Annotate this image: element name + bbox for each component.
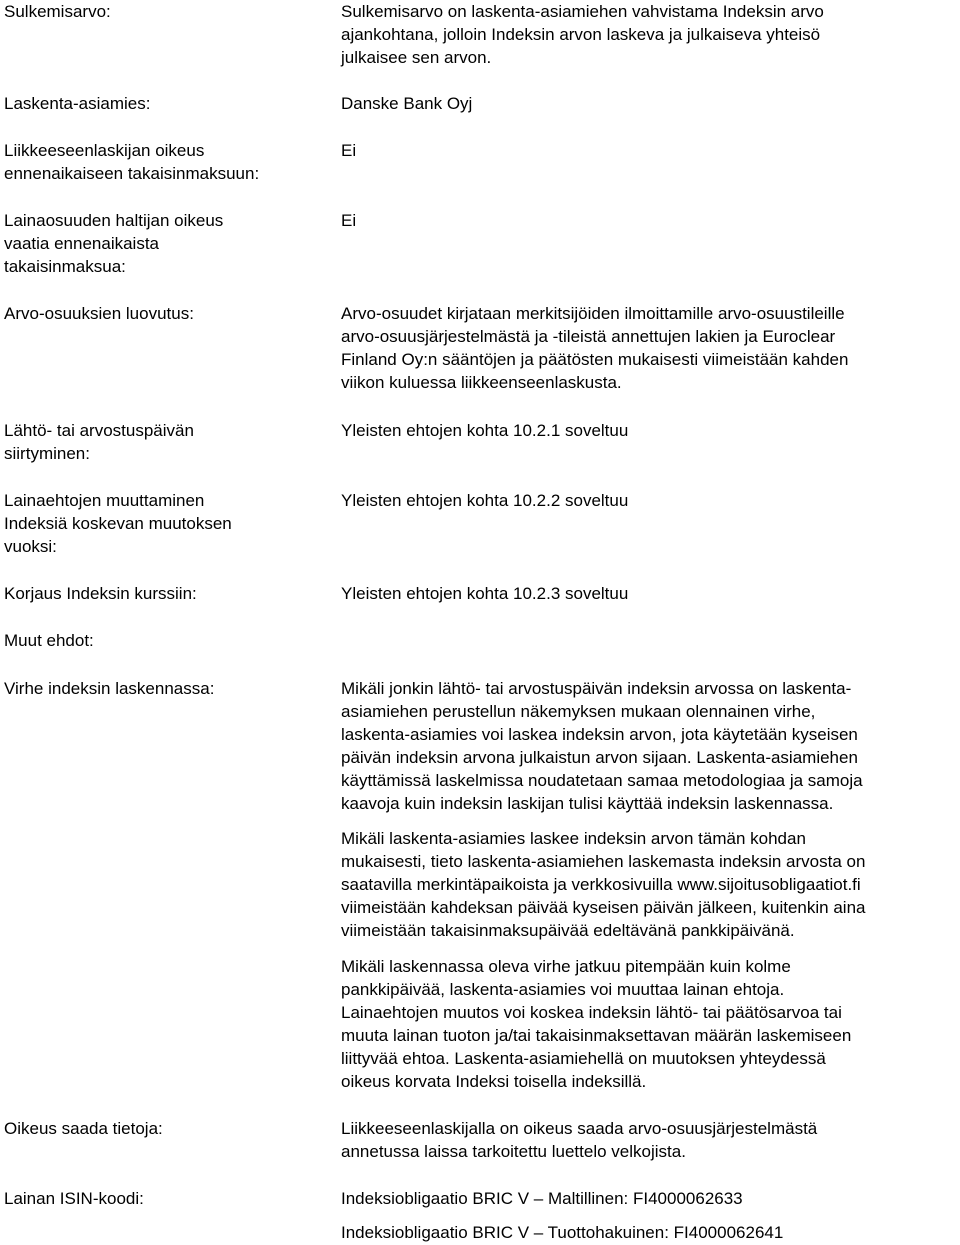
label-closing-value: Sulkemisarvo: xyxy=(4,2,111,21)
value-right-to-information: Liikkeeseenlaskijalla on oikeus saada arvo-osuusjärjestelmästä annetussa laissa tarkoitettu luettelo velkojista. xyxy=(341,1119,818,1161)
isin-code-moderate: Indeksiobligaatio BRIC V – Maltillinen: FI4000062633 xyxy=(341,1189,743,1208)
value-date-postponement: Yleisten ehtojen kohta 10.2.1 soveltuu xyxy=(341,421,629,440)
value-index-correction: Yleisten ehtojen kohta 10.2.3 soveltuu xyxy=(341,584,629,603)
label-right-to-information: Oikeus saada tietoja: xyxy=(4,1119,163,1138)
value-holder-early-redemption: Ei xyxy=(341,211,357,230)
index-error-paragraph-2: Mikäli laskenta-asiamies laskee indeksin arvon tämän kohdan mukaisesti, tieto laskenta-asiamiehen laskemasta indeksin arvosta on saatavilla merkintäpaikoista ja verkkosivuilla www.sijoitusobligaatiot.fi viimeistään kahdeksan päivää kyseisen päivän jälkeen, kuitenkin aina viimeistään takaisinmaksupäivää edeltävänä pankkipäivänä. xyxy=(341,829,866,940)
value-closing-value: Sulkemisarvo on laskenta-asiamiehen vahvistama Indeksin arvo ajankohtana, jolloin Indeksin arvon laskeva ja julkaiseva yhteisö julkaisee sen arvon. xyxy=(341,2,824,67)
index-error-paragraph-1: Mikäli jonkin lähtö- tai arvostuspäivän indeksin arvossa on laskenta- asiamiehen perustellun näkemyksen mukaan olennainen virhe, laskenta-asiamies voi laskea indeksin arvon, jota käytetään kyseisen päivän indeksin arvona julkaistun arvon sijaan. Laskenta-asiamiehen käyttämissä laskelmissa noudatetaan samaa metodologiaa ja samoja kaavoja kuin indeksin laskijan tulisi käyttää indeksin laskennassa. xyxy=(341,679,863,813)
label-terms-amendment: Lainaehtojen muuttaminen Indeksiä koskevan muutoksen vuoksi: xyxy=(4,491,232,556)
isin-code-growth: Indeksiobligaatio BRIC V – Tuottohakuinen: FI4000062641 xyxy=(341,1223,784,1242)
label-date-postponement: Lähtö- tai arvostuspäivän siirtyminen: xyxy=(4,421,194,463)
label-book-entry-delivery: Arvo-osuuksien luovutus: xyxy=(4,304,194,323)
index-error-paragraph-3: Mikäli laskennassa oleva virhe jatkuu pitempään kuin kolme pankkipäivää, laskenta-asiamies voi muuttaa lainan ehtoja. Lainaehtojen muutos voi koskea indeksin lähtö- tai päätösarvoa tai muuta lainan tuoton ja/tai takaisinmaksettavan määrän laskemiseen liittyvää ehtoa. Laskenta-asiamiehellä on muutoksen yhteydessä oikeus korvata Indeksi toisella indeksillä. xyxy=(341,957,852,1091)
value-book-entry-delivery: Arvo-osuudet kirjataan merkitsijöiden ilmoittamille arvo-osuustileille arvo-osuusjärjestelmästä ja -tileistä annettujen lakien ja Euroclear Finland Oy:n sääntöjen ja päätösten mukaisesti viimeistään kahden viikon kuluessa liikkeenseenlaskusta. xyxy=(341,304,849,392)
label-index-error: Virhe indeksin laskennassa: xyxy=(4,679,215,698)
value-calculation-agent: Danske Bank Oyj xyxy=(341,94,473,113)
label-holder-early-redemption: Lainaosuuden haltijan oikeus vaatia ennenaikaista takaisinmaksua: xyxy=(4,211,224,276)
label-isin-code: Lainan ISIN-koodi: xyxy=(4,1189,144,1208)
value-issuer-early-redemption: Ei xyxy=(341,141,357,160)
label-index-correction: Korjaus Indeksin kurssiin: xyxy=(4,584,197,603)
label-calculation-agent: Laskenta-asiamies: xyxy=(4,94,151,113)
value-terms-amendment: Yleisten ehtojen kohta 10.2.2 soveltuu xyxy=(341,491,629,510)
other-terms-heading: Muut ehdot: xyxy=(4,631,94,650)
label-issuer-early-redemption: Liikkeeseenlaskijan oikeus ennenaikaiseen takaisinmaksuun: xyxy=(4,141,260,183)
